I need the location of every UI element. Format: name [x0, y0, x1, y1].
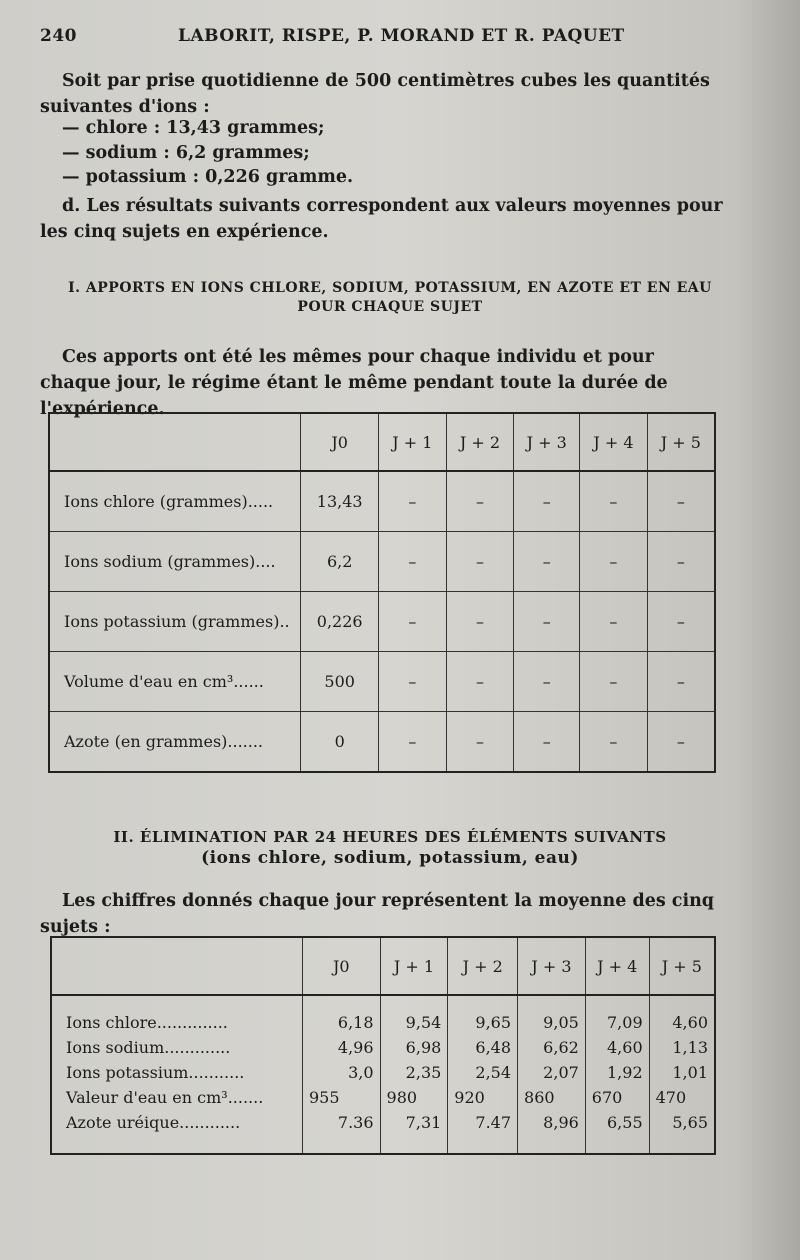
row-label: Ions sodium (grammes).... — [49, 532, 301, 592]
table-cell: – — [446, 532, 514, 592]
section2-title: II. ÉLIMINATION PAR 24 HEURES DES ÉLÉMENTS SUIVANTS — [113, 828, 667, 846]
elimination-table — [50, 936, 716, 1155]
table-cell: 860 — [518, 1085, 586, 1110]
row-label: Ions potassium........... — [66, 1063, 245, 1082]
column-header: J + 4 — [585, 937, 649, 995]
table-cell: 4,60 — [585, 1035, 649, 1060]
table-cell: 0,226 — [301, 592, 379, 652]
results-paragraph: d. Les résultats suivants correspondent aux valeurs moyennes pour les cinq sujets en expérience. — [40, 196, 723, 242]
table-cell: 2,35 — [380, 1060, 448, 1085]
table-row — [49, 712, 715, 773]
table-cell: – — [514, 712, 580, 773]
table-cell: 7.36 — [302, 1110, 380, 1154]
table-cell: – — [647, 652, 715, 712]
table-cell: – — [446, 652, 514, 712]
table-cell: 6,62 — [518, 1035, 586, 1060]
column-header: J + 5 — [649, 937, 715, 995]
table-cell: 6,48 — [448, 1035, 518, 1060]
table-cell: – — [378, 712, 446, 773]
intro-item-chlore: — chlore : 13,43 grammes; — [62, 118, 325, 138]
column-header: J + 4 — [580, 413, 648, 471]
table-cell: 2,07 — [518, 1060, 586, 1085]
table-header-row — [51, 937, 715, 995]
table-cell: – — [580, 652, 648, 712]
table-cell: 7,31 — [380, 1110, 448, 1154]
table-row — [51, 995, 715, 1035]
table-row — [51, 1060, 715, 1085]
table-cell: – — [514, 652, 580, 712]
table-row — [51, 1110, 715, 1154]
table-cell: 500 — [301, 652, 379, 712]
section1-subtitle: POUR CHAQUE SUJET — [297, 299, 483, 315]
table-cell: – — [580, 592, 648, 652]
row-label: Ions sodium............. — [66, 1038, 231, 1057]
table-cell: 6,55 — [585, 1110, 649, 1154]
row-label: Azote uréique............ — [66, 1113, 241, 1132]
table-cell: 8,96 — [518, 1110, 586, 1154]
table-cell: 13,43 — [301, 471, 379, 532]
table-row — [49, 532, 715, 592]
table-cell: 2,54 — [448, 1060, 518, 1085]
table-cell: 7.47 — [448, 1110, 518, 1154]
table-cell: – — [378, 471, 446, 532]
row-label: Ions potassium (grammes).. — [49, 592, 301, 652]
table-cell: 9,05 — [518, 995, 586, 1035]
table-cell: – — [378, 532, 446, 592]
table-cell: 920 — [448, 1085, 518, 1110]
table-row — [49, 592, 715, 652]
intake-table — [48, 412, 716, 773]
table-cell: 3,0 — [302, 1060, 380, 1085]
table-cell: – — [514, 471, 580, 532]
table-row — [51, 1035, 715, 1060]
column-header: J + 1 — [380, 937, 448, 995]
table-cell: 6,98 — [380, 1035, 448, 1060]
table-row — [49, 471, 715, 532]
table-row — [49, 652, 715, 712]
intro-item-sodium: — sodium : 6,2 grammes; — [62, 143, 310, 163]
table-cell: 9,65 — [448, 995, 518, 1035]
column-header: J + 5 — [647, 413, 715, 471]
column-header: J0 — [301, 413, 379, 471]
table-cell: – — [647, 592, 715, 652]
table-cell: 4,96 — [302, 1035, 380, 1060]
table-cell: 955 — [302, 1085, 380, 1110]
table-cell: – — [514, 532, 580, 592]
table-cell: 7,09 — [585, 995, 649, 1035]
table-cell: 1,92 — [585, 1060, 649, 1085]
column-header — [49, 413, 301, 471]
table-cell: 470 — [649, 1085, 715, 1110]
column-header: J + 3 — [514, 413, 580, 471]
row-label: Volume d'eau en cm³...... — [49, 652, 301, 712]
table-cell: 980 — [380, 1085, 448, 1110]
table-cell: – — [446, 592, 514, 652]
column-header: J + 3 — [518, 937, 586, 995]
table-row — [51, 1085, 715, 1110]
table-cell: 670 — [585, 1085, 649, 1110]
table-cell: – — [647, 712, 715, 773]
table-cell: 1,01 — [649, 1060, 715, 1085]
column-header: J + 2 — [448, 937, 518, 995]
table-cell: – — [446, 712, 514, 773]
section2-subtitle: (ions chlore, sodium, potassium, eau) — [201, 848, 579, 868]
running-head-authors: LABORIT, RISPE, P. MORAND ET R. PAQUET — [178, 26, 625, 46]
table-cell: 6,2 — [301, 532, 379, 592]
table-cell: 5,65 — [649, 1110, 715, 1154]
table-cell: – — [514, 592, 580, 652]
table-cell: – — [580, 712, 648, 773]
column-header: J + 1 — [378, 413, 446, 471]
table-cell: 1,13 — [649, 1035, 715, 1060]
table-cell: – — [378, 652, 446, 712]
table-cell: – — [580, 471, 648, 532]
table-cell: 6,18 — [302, 995, 380, 1035]
column-header — [51, 937, 302, 995]
table-header-row — [49, 413, 715, 471]
section2-text: Les chiffres donnés chaque jour représentent la moyenne des cinq sujets : — [40, 891, 715, 937]
table-cell: – — [580, 532, 648, 592]
intro-item-potassium: — potassium : 0,226 gramme. — [62, 167, 354, 187]
section1-title: I. APPORTS EN IONS CHLORE, SODIUM, POTASSIUM, EN AZOTE ET EN EAU — [68, 280, 712, 296]
table-cell: 0 — [301, 712, 379, 773]
row-label: Ions chlore (grammes)..... — [49, 471, 301, 532]
column-header: J0 — [302, 937, 380, 995]
table-cell: – — [378, 592, 446, 652]
intro-paragraph: Soit par prise quotidienne de 500 centimètres cubes les quantités suivantes d'ions : — [40, 71, 710, 117]
row-label: Azote (en grammes)....... — [64, 732, 263, 751]
page-number: 240 — [40, 26, 77, 46]
row-label: Ions chlore.............. — [66, 1013, 228, 1032]
section1-text: Ces apports ont été les mêmes pour chaque individu et pour chaque jour, le régime étant le même pendant toute la durée de l'expérience. — [40, 347, 668, 419]
table-cell: 9,54 — [380, 995, 448, 1035]
table-cell: 4,60 — [649, 995, 715, 1035]
table-cell: – — [647, 532, 715, 592]
row-label: Valeur d'eau en cm³....... — [66, 1088, 264, 1107]
column-header: J + 2 — [446, 413, 514, 471]
table-cell: – — [647, 471, 715, 532]
table-cell: – — [446, 471, 514, 532]
